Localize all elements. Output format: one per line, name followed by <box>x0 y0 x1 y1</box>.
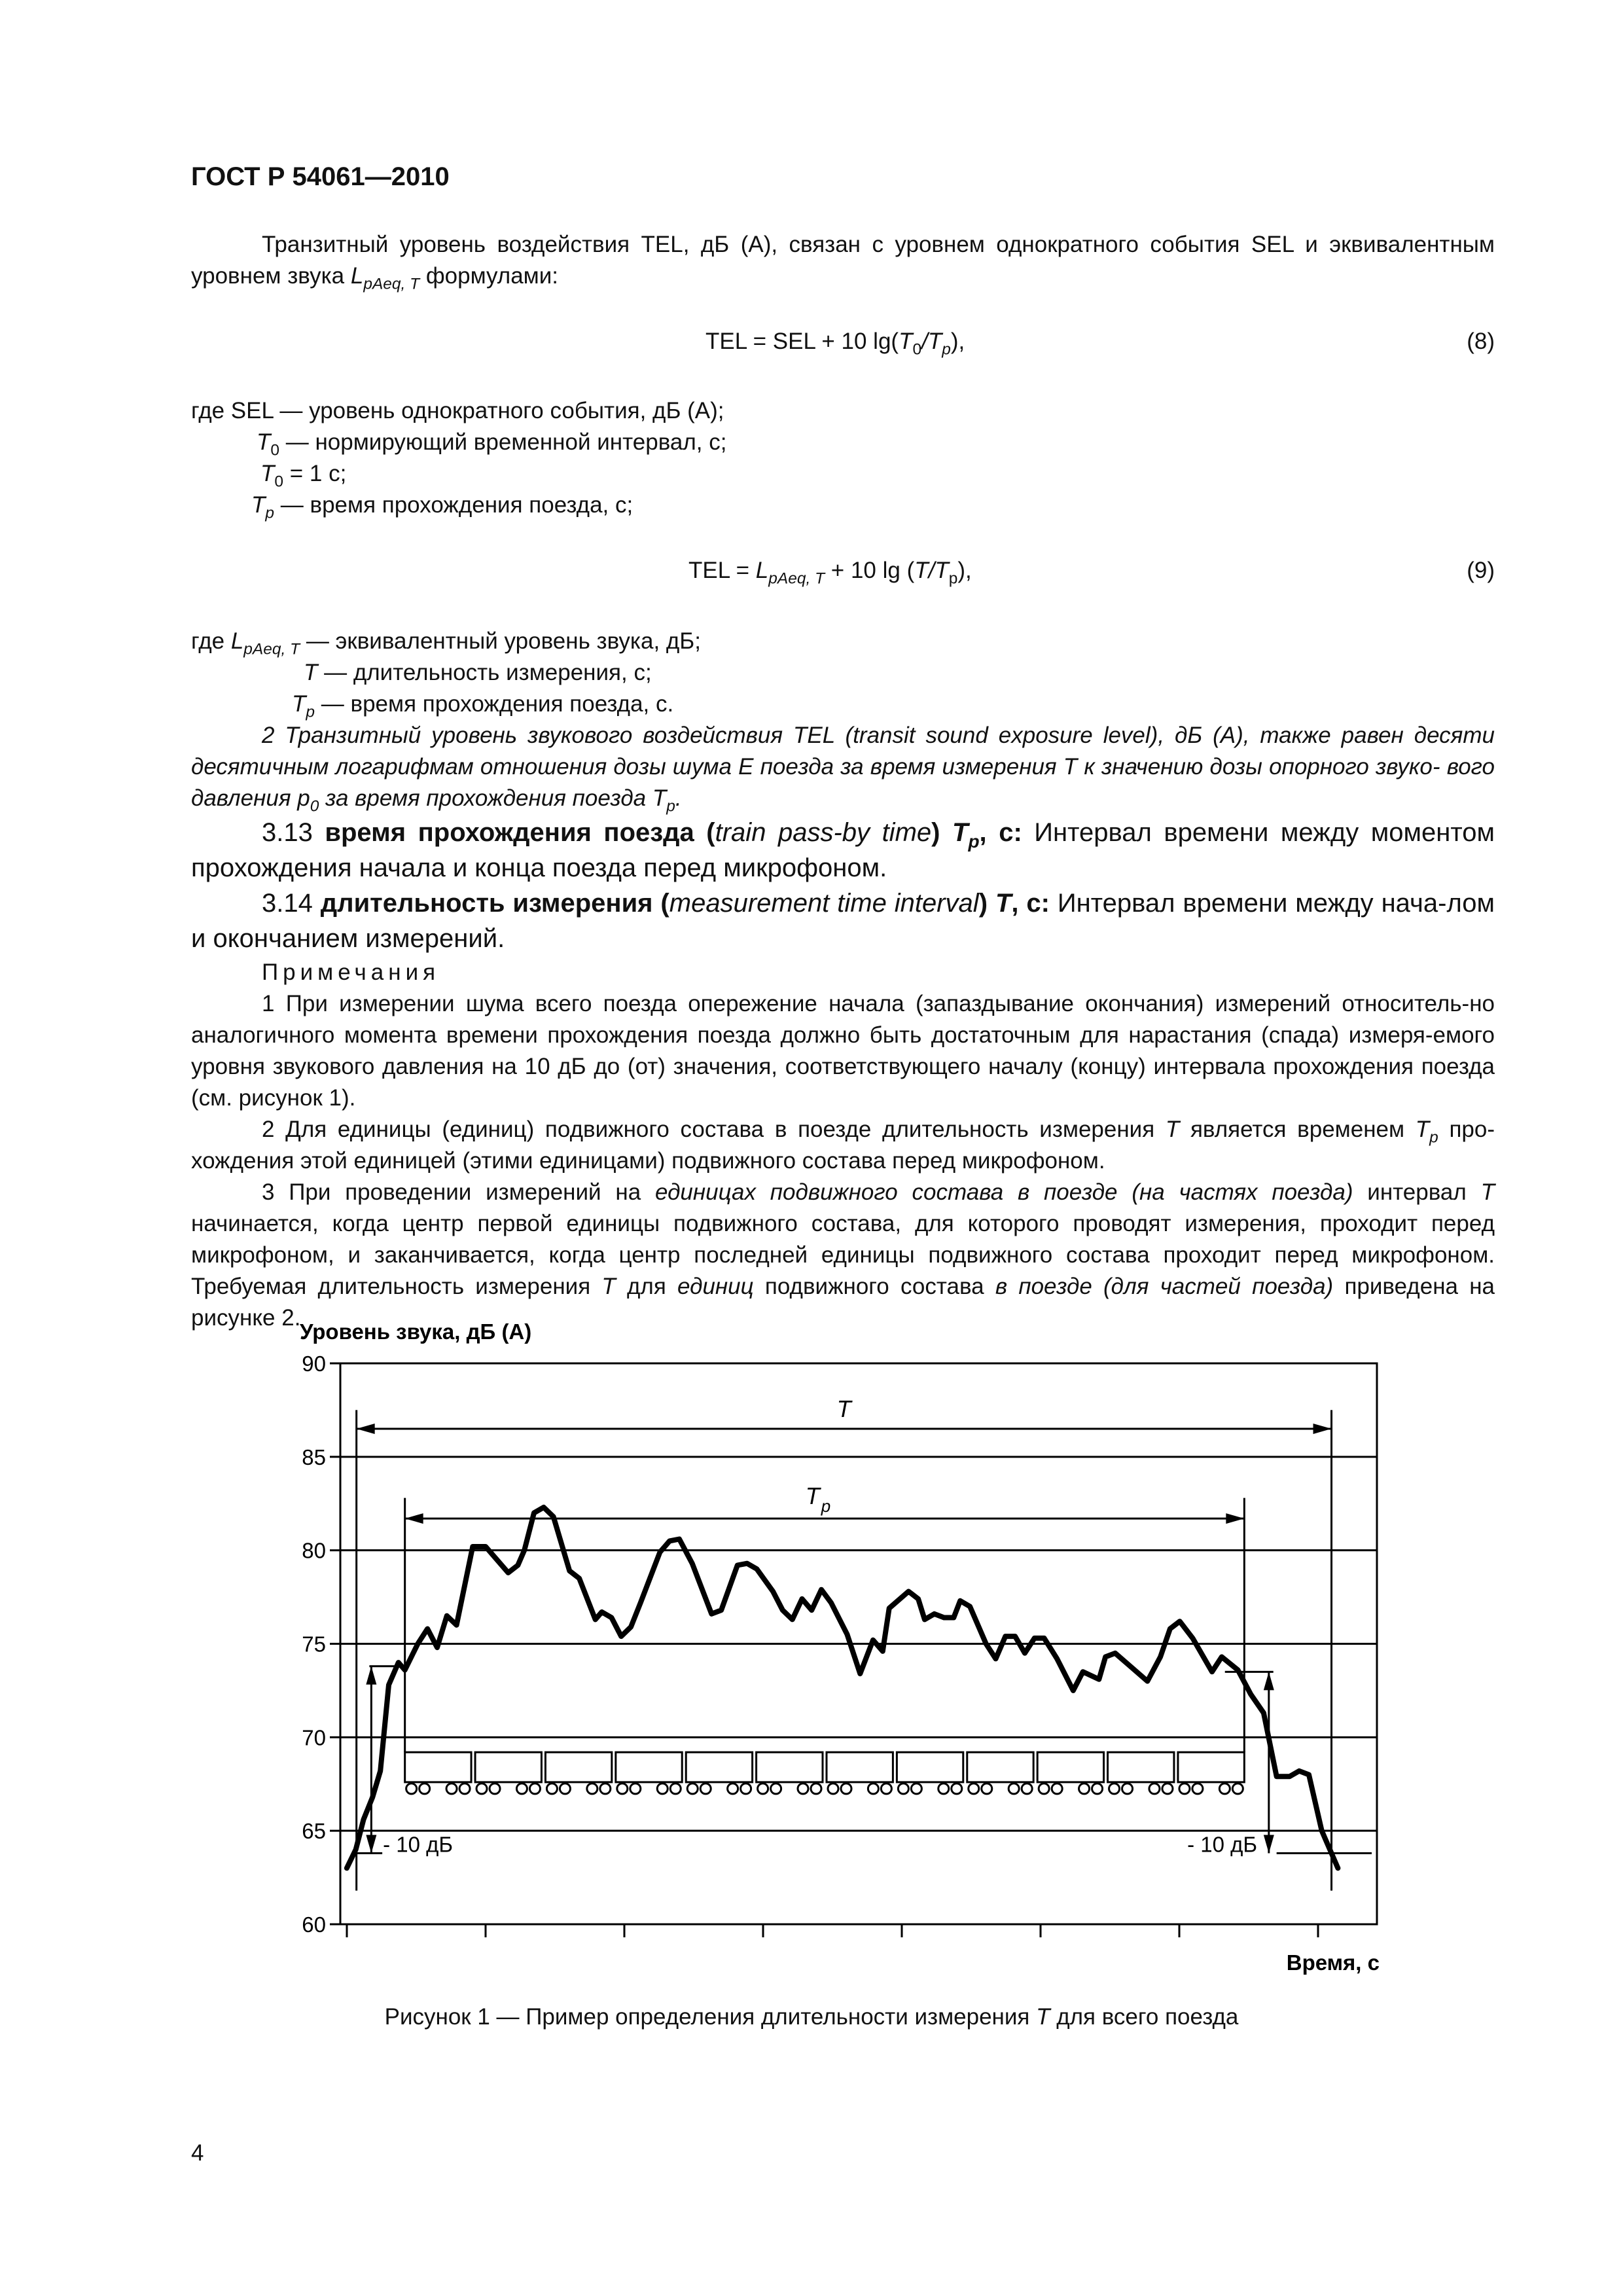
y-tick-label-60: 60 <box>302 1912 326 1937</box>
wagon-4-wheel-1 <box>617 1784 628 1794</box>
wagon-12-wheel-4 <box>1232 1784 1243 1794</box>
wagon-9-wheel-1 <box>969 1784 979 1794</box>
where1-line-2: $T_0$ — нормирующий временной интервал, с; <box>257 429 727 459</box>
page-number: 4 <box>191 2140 204 2166</box>
equation-8-number: (8) <box>1467 329 1495 354</box>
wagon-6-wheel-1 <box>758 1784 768 1794</box>
wagon-3-wheel-4 <box>600 1784 611 1794</box>
y-tick-label-70: 70 <box>302 1725 326 1750</box>
equation-8: TEL = SEL + 10 $\lg(T_0/T_p)$, <box>705 329 965 359</box>
wagon-10-wheel-3 <box>1079 1784 1090 1794</box>
wagon-4-wheel-4 <box>670 1784 681 1794</box>
wagon-3-wheel-1 <box>546 1784 557 1794</box>
wagon-1-wheel-3 <box>446 1784 457 1794</box>
wagon-10-wheel-1 <box>1039 1784 1049 1794</box>
wagon-8-wheel-4 <box>952 1784 962 1794</box>
wagon-5-wheel-1 <box>687 1784 698 1794</box>
equation-9: TEL = $L_{pAeq, T} + 10$ $\lg (T/T_p)$, <box>688 558 972 588</box>
wagon-3 <box>545 1752 611 1782</box>
left-10db-arrow-head-top <box>366 1666 376 1685</box>
T-label: T <box>836 1395 851 1422</box>
wagon-10-wheel-2 <box>1052 1784 1062 1794</box>
y-tick-label-80: 80 <box>302 1538 326 1563</box>
wagon-2 <box>475 1752 541 1782</box>
equation-9-number: (9) <box>1467 558 1495 583</box>
note-2-rolling-stock: 2 Для единицы (единиц) подвижного состава в поезде длительность измерения T является временем $T_p$ про-хождения этой единицей (этими единицами) подвижного состава перед микрофоном. <box>191 1117 1495 1174</box>
wagon-2-wheel-3 <box>516 1784 527 1794</box>
wagon-2-wheel-2 <box>490 1784 500 1794</box>
Tp-label: $T_p$ <box>805 1482 831 1516</box>
left-10db-label: - 10 дБ <box>383 1832 454 1857</box>
note-3: 3 При проведении измерений на единицах подвижного состава в поезде (на частях поезда) интервал T начинается, когда центр первой единицы подвижного состава, для которого проводят измерения, проходит перед микрофоном, и заканчивается, когда центр последней единицы подвижного состава проходит перед микрофоном. Требуемая длительность измерения T для единиц подвижного состава в поезде (для частей поезда) приведена на рисунке 2. <box>191 1179 1495 1331</box>
wagon-8-wheel-3 <box>938 1784 949 1794</box>
wagon-5-wheel-2 <box>700 1784 711 1794</box>
note-2: 2 Транзитный уровень звукового воздействия TEL (transit sound exposure level), дБ (A), также равен десяти десятичным логарифмам отношения дозы шума E поезда за время измерения T к значению дозы опорного звуко- вого давления $p_0$ за время прохождения поезда $T_p$. <box>191 723 1495 816</box>
wagon-3-wheel-3 <box>587 1784 597 1794</box>
wagon-12-wheel-3 <box>1219 1784 1230 1794</box>
wagon-5-wheel-3 <box>728 1784 738 1794</box>
figure-caption: Рисунок 1 — Пример определения длительности измерения T для всего поезда <box>384 2004 1239 2030</box>
wagon-10 <box>1037 1752 1103 1782</box>
where1-line-1: где SEL — уровень однократного события, дБ (A); <box>191 398 724 423</box>
wagon-1-wheel-2 <box>419 1784 430 1794</box>
wagon-12-wheel-2 <box>1192 1784 1203 1794</box>
intro-line-1: Транзитный уровень воздействия TEL, дБ (A), связан с уровнем однократного события SEL и эквивалентным <box>262 232 1495 257</box>
wagon-2-wheel-1 <box>476 1784 487 1794</box>
wagon-7-wheel-3 <box>868 1784 878 1794</box>
wagon-6-wheel-2 <box>771 1784 781 1794</box>
where1-line-4: $T_p$ — время прохождения поезда, с; <box>251 492 633 522</box>
wagon-6-wheel-3 <box>798 1784 808 1794</box>
wagon-1-wheel-4 <box>459 1784 470 1794</box>
wagon-9-wheel-4 <box>1022 1784 1032 1794</box>
definition-3-13: 3.13 время прохождения поезда (train pass-by time) $T_p$, с: Интервал времени между моментом прохождения начала и конца поезда перед микрофоном. <box>191 818 1495 882</box>
sound-level-curve <box>347 1507 1338 1868</box>
wagon-2-wheel-4 <box>529 1784 540 1794</box>
wagon-12 <box>1178 1752 1244 1782</box>
wagon-4-wheel-2 <box>630 1784 641 1794</box>
wagon-12-wheel-1 <box>1179 1784 1190 1794</box>
wagon-8-wheel-1 <box>898 1784 908 1794</box>
Tp-label-sub: p <box>821 1496 831 1516</box>
where2-line-2: T — длительность измерения, с; <box>304 660 652 685</box>
note-1: 1 При измерении шума всего поезда опережение начала (запаздывание окончания) измерений относитель-но аналогичного момента времени прохождения поезда должно быть достаточным для нарастания (спада) измеря-емого уровня звукового давления на 10 дБ до (от) значения, соответствующего началу (концу) интервала прохождения поезда (см. рисунок 1). <box>191 991 1495 1111</box>
wagon-5-wheel-4 <box>741 1784 751 1794</box>
definition-3-14: 3.14 длительность измерения (measurement time interval) T, с: Интервал времени между нача-лом и окончанием измерений. <box>191 889 1495 953</box>
wagon-11-wheel-2 <box>1122 1784 1133 1794</box>
wagon-6-wheel-4 <box>811 1784 821 1794</box>
wagon-11-wheel-1 <box>1109 1784 1120 1794</box>
left-10db-arrow-head-bottom <box>366 1835 376 1853</box>
notes-heading: Примечания <box>262 960 440 985</box>
wagon-8-wheel-2 <box>911 1784 921 1794</box>
wagon-1 <box>405 1752 471 1782</box>
T-arrow-head-left <box>357 1424 375 1434</box>
wagon-4-wheel-3 <box>657 1784 668 1794</box>
wagon-1-wheel-1 <box>406 1784 417 1794</box>
intro-line-2: уровнем звука $L_{pAeq, T}$ формулами: <box>191 263 559 293</box>
standard-header: ГОСТ Р 54061—2010 <box>191 162 450 191</box>
T-arrow-head-right <box>1313 1424 1332 1434</box>
wagon-11-wheel-4 <box>1162 1784 1173 1794</box>
wagon-11 <box>1108 1752 1174 1782</box>
wagon-4 <box>616 1752 682 1782</box>
right-10db-arrow-head-top <box>1264 1672 1274 1690</box>
wagon-7-wheel-4 <box>881 1784 891 1794</box>
wagon-7 <box>827 1752 893 1782</box>
wagon-6 <box>757 1752 823 1782</box>
right-10db-label: - 10 дБ <box>1187 1832 1258 1857</box>
right-10db-arrow-head-bottom <box>1264 1835 1274 1853</box>
y-tick-label-65: 65 <box>302 1819 326 1844</box>
Tp-arrow-head-left <box>405 1513 423 1524</box>
y-tick-label-85: 85 <box>302 1444 326 1469</box>
y-axis-label: Уровень звука, дБ (A) <box>300 1319 532 1344</box>
where2-line-1: где $L_{pAeq, T}$ — эквивалентный уровень звука, дБ; <box>191 628 702 658</box>
wagon-10-wheel-4 <box>1092 1784 1103 1794</box>
wagon-5 <box>686 1752 752 1782</box>
Tp-arrow-head-right <box>1226 1513 1244 1524</box>
y-tick-label-90: 90 <box>302 1352 326 1376</box>
wagon-7-wheel-1 <box>828 1784 838 1794</box>
wagon-3-wheel-2 <box>560 1784 570 1794</box>
wagon-9 <box>967 1752 1033 1782</box>
wagon-11-wheel-3 <box>1149 1784 1160 1794</box>
train-wagons <box>405 1752 1245 1794</box>
wagon-8 <box>897 1752 963 1782</box>
wagon-9-wheel-3 <box>1008 1784 1019 1794</box>
wagon-7-wheel-2 <box>841 1784 851 1794</box>
y-tick-label-75: 75 <box>302 1632 326 1657</box>
wagon-9-wheel-2 <box>982 1784 992 1794</box>
x-axis-label: Время, с <box>1286 1950 1380 1975</box>
where2-line-3: $T_p$ — время прохождения поезда, с. <box>292 691 674 721</box>
where1-line-3: $T_0 = 1$ с; <box>260 461 347 491</box>
